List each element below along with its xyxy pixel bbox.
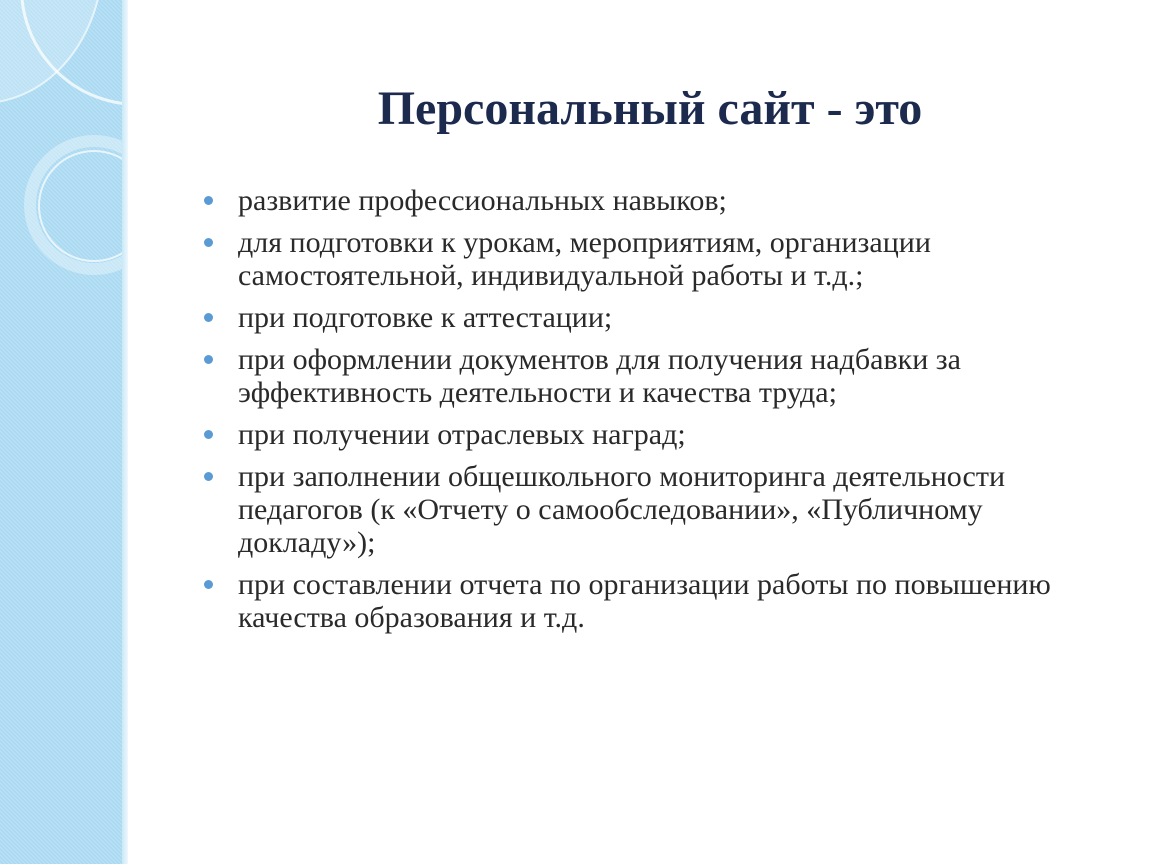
decorative-ring — [24, 135, 122, 275]
decorative-side-panel — [0, 0, 122, 864]
list-item-text: при подготовке к аттестации; — [238, 301, 613, 334]
list-item-text: развитие профессиональных навыков; — [238, 184, 727, 217]
list-item — [200, 301, 1120, 334]
bullet-dot-icon — [204, 313, 213, 322]
decorative-ring — [38, 150, 122, 262]
list-item — [200, 343, 1120, 409]
list-item — [200, 460, 1120, 559]
list-item-text: при оформлении документов для получения надбавки за эффективность деятельности и качества труда; — [238, 343, 961, 409]
list-item — [200, 418, 1120, 451]
side-panel-edge — [122, 0, 128, 864]
bullet-dot-icon — [204, 580, 213, 589]
bullet-dot-icon — [204, 196, 213, 205]
list-item-text: при заполнении общешкольного мониторинга деятельности педагогов (к «Отчету о самообследовании», «Публичному докладу»); — [238, 460, 1006, 559]
list-item-text: для подготовки к урокам, мероприятиям, организации самостоятельной, индивидуальной работы и т.д.; — [238, 226, 931, 292]
list-item — [200, 568, 1120, 634]
list-item-text: при получении отраслевых наград; — [238, 418, 686, 451]
decorative-ring — [20, 0, 122, 106]
list-item — [200, 184, 1120, 217]
slide-title: Персональный сайт - это — [377, 82, 923, 135]
list-item — [200, 226, 1120, 292]
bullet-list — [200, 184, 1120, 643]
list-item-text: при составлении отчета по организации работы по повышению качества образования и т.д. — [238, 568, 1051, 634]
bullet-dot-icon — [204, 238, 213, 247]
bullet-dot-icon — [204, 355, 213, 364]
decorative-circle — [0, 0, 104, 104]
bullet-dot-icon — [204, 430, 213, 439]
bullet-dot-icon — [204, 472, 213, 481]
